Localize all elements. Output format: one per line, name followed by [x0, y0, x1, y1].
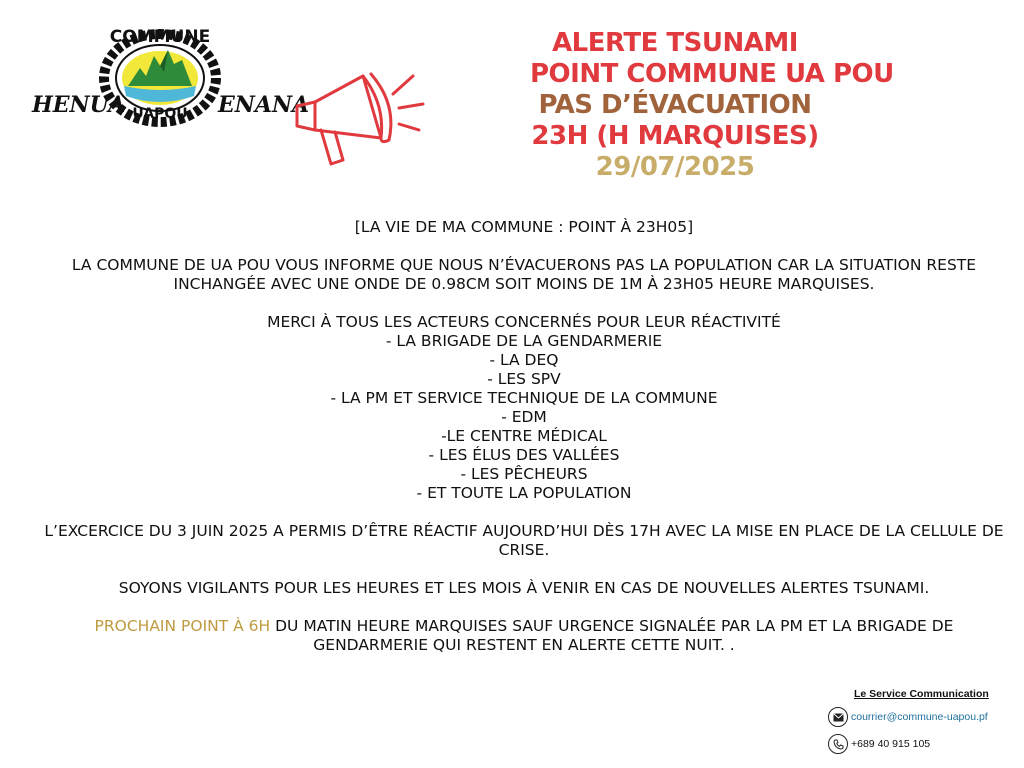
actor-item: - ET TOUTE LA POPULATION: [416, 484, 632, 502]
phone-number[interactable]: +689 40 915 105: [851, 738, 931, 750]
logo-right-text: ENANA: [218, 92, 310, 118]
headline-point: POINT COMMUNE UA POU: [530, 59, 894, 89]
next-point-rest: DU MATIN HEURE MARQUISES SAUF URGENCE SIGNALÉE PAR LA PM ET LA BRIGADE DE GENDARMERIE QUI RESTENT EN ALERTE CETTE NUIT. .: [270, 617, 954, 654]
email-row: [828, 707, 1018, 727]
service-name: Le Service Communication: [854, 688, 989, 700]
intro-line: [LA VIE DE MA COMMUNE : POINT À 23H05]: [354, 218, 694, 236]
actor-item: - LES ÉLUS DES VALLÉES: [428, 446, 620, 464]
actor-item: - LA PM ET SERVICE TECHNIQUE DE LA COMMUNE: [330, 389, 718, 407]
actor-item: - LES PÊCHEURS: [460, 465, 588, 483]
phone-row: [828, 734, 1018, 754]
actor-item: - LA BRIGADE DE LA GENDARMERIE: [385, 332, 663, 350]
actor-item: - EDM: [501, 408, 547, 426]
email-link[interactable]: courrier@commune-uapou.pf: [851, 711, 988, 723]
logo-top-text: COMMUNE: [109, 27, 211, 47]
exercise-paragraph: L’EXCERCICE DU 3 JUIN 2025 A PERMIS D’ÊTRE RÉACTIF AUJOURD’HUI DÈS 17H AVEC LA MISE EN PLACE DE LA CELLULE DE CRISE.: [44, 522, 1004, 559]
contact-footer: [828, 688, 1018, 754]
announcement-body: [40, 218, 1008, 655]
headline-date: 29/07/2025: [595, 152, 755, 182]
next-point-highlight: PROCHAIN POINT À 6H: [94, 617, 271, 635]
alert-headline: [530, 28, 894, 183]
phone-icon: [828, 734, 848, 754]
megaphone-icon: [285, 68, 435, 178]
actor-item: -LE CENTRE MÉDICAL: [441, 427, 607, 445]
logo-center-text: UAPOU: [132, 106, 188, 122]
info-paragraph: LA COMMUNE DE UA POU VOUS INFORME QUE NOUS N’ÉVACUERONS PAS LA POPULATION CAR LA SITUATION RESTE INCHANGÉE AVEC UNE ONDE DE 0.98CM SOIT MOINS DE 1M À 23H05 HEURE MARQUISES.: [71, 256, 977, 293]
headline-time: 23H (H MARQUISES): [531, 121, 819, 151]
commune-logo: [28, 20, 310, 130]
vigilance-paragraph: SOYONS VIGILANTS POUR LES HEURES ET LES MOIS À VENIR EN CAS DE NOUVELLES ALERTES TSUNAMI.: [118, 579, 930, 597]
logo-left-text: HENUA: [32, 92, 126, 118]
envelope-icon: [828, 707, 848, 727]
thanks-line: MERCI À TOUS LES ACTEURS CONCERNÉS POUR LEUR RÉACTIVITÉ: [267, 313, 781, 331]
actor-item: - LES SPV: [487, 370, 561, 388]
next-point-paragraph: [40, 617, 1008, 655]
headline-alert: ALERTE TSUNAMI: [552, 28, 798, 58]
actor-item: - LA DEQ: [489, 351, 559, 369]
headline-no-evacuation: PAS D’ÉVACUATION: [538, 90, 812, 120]
